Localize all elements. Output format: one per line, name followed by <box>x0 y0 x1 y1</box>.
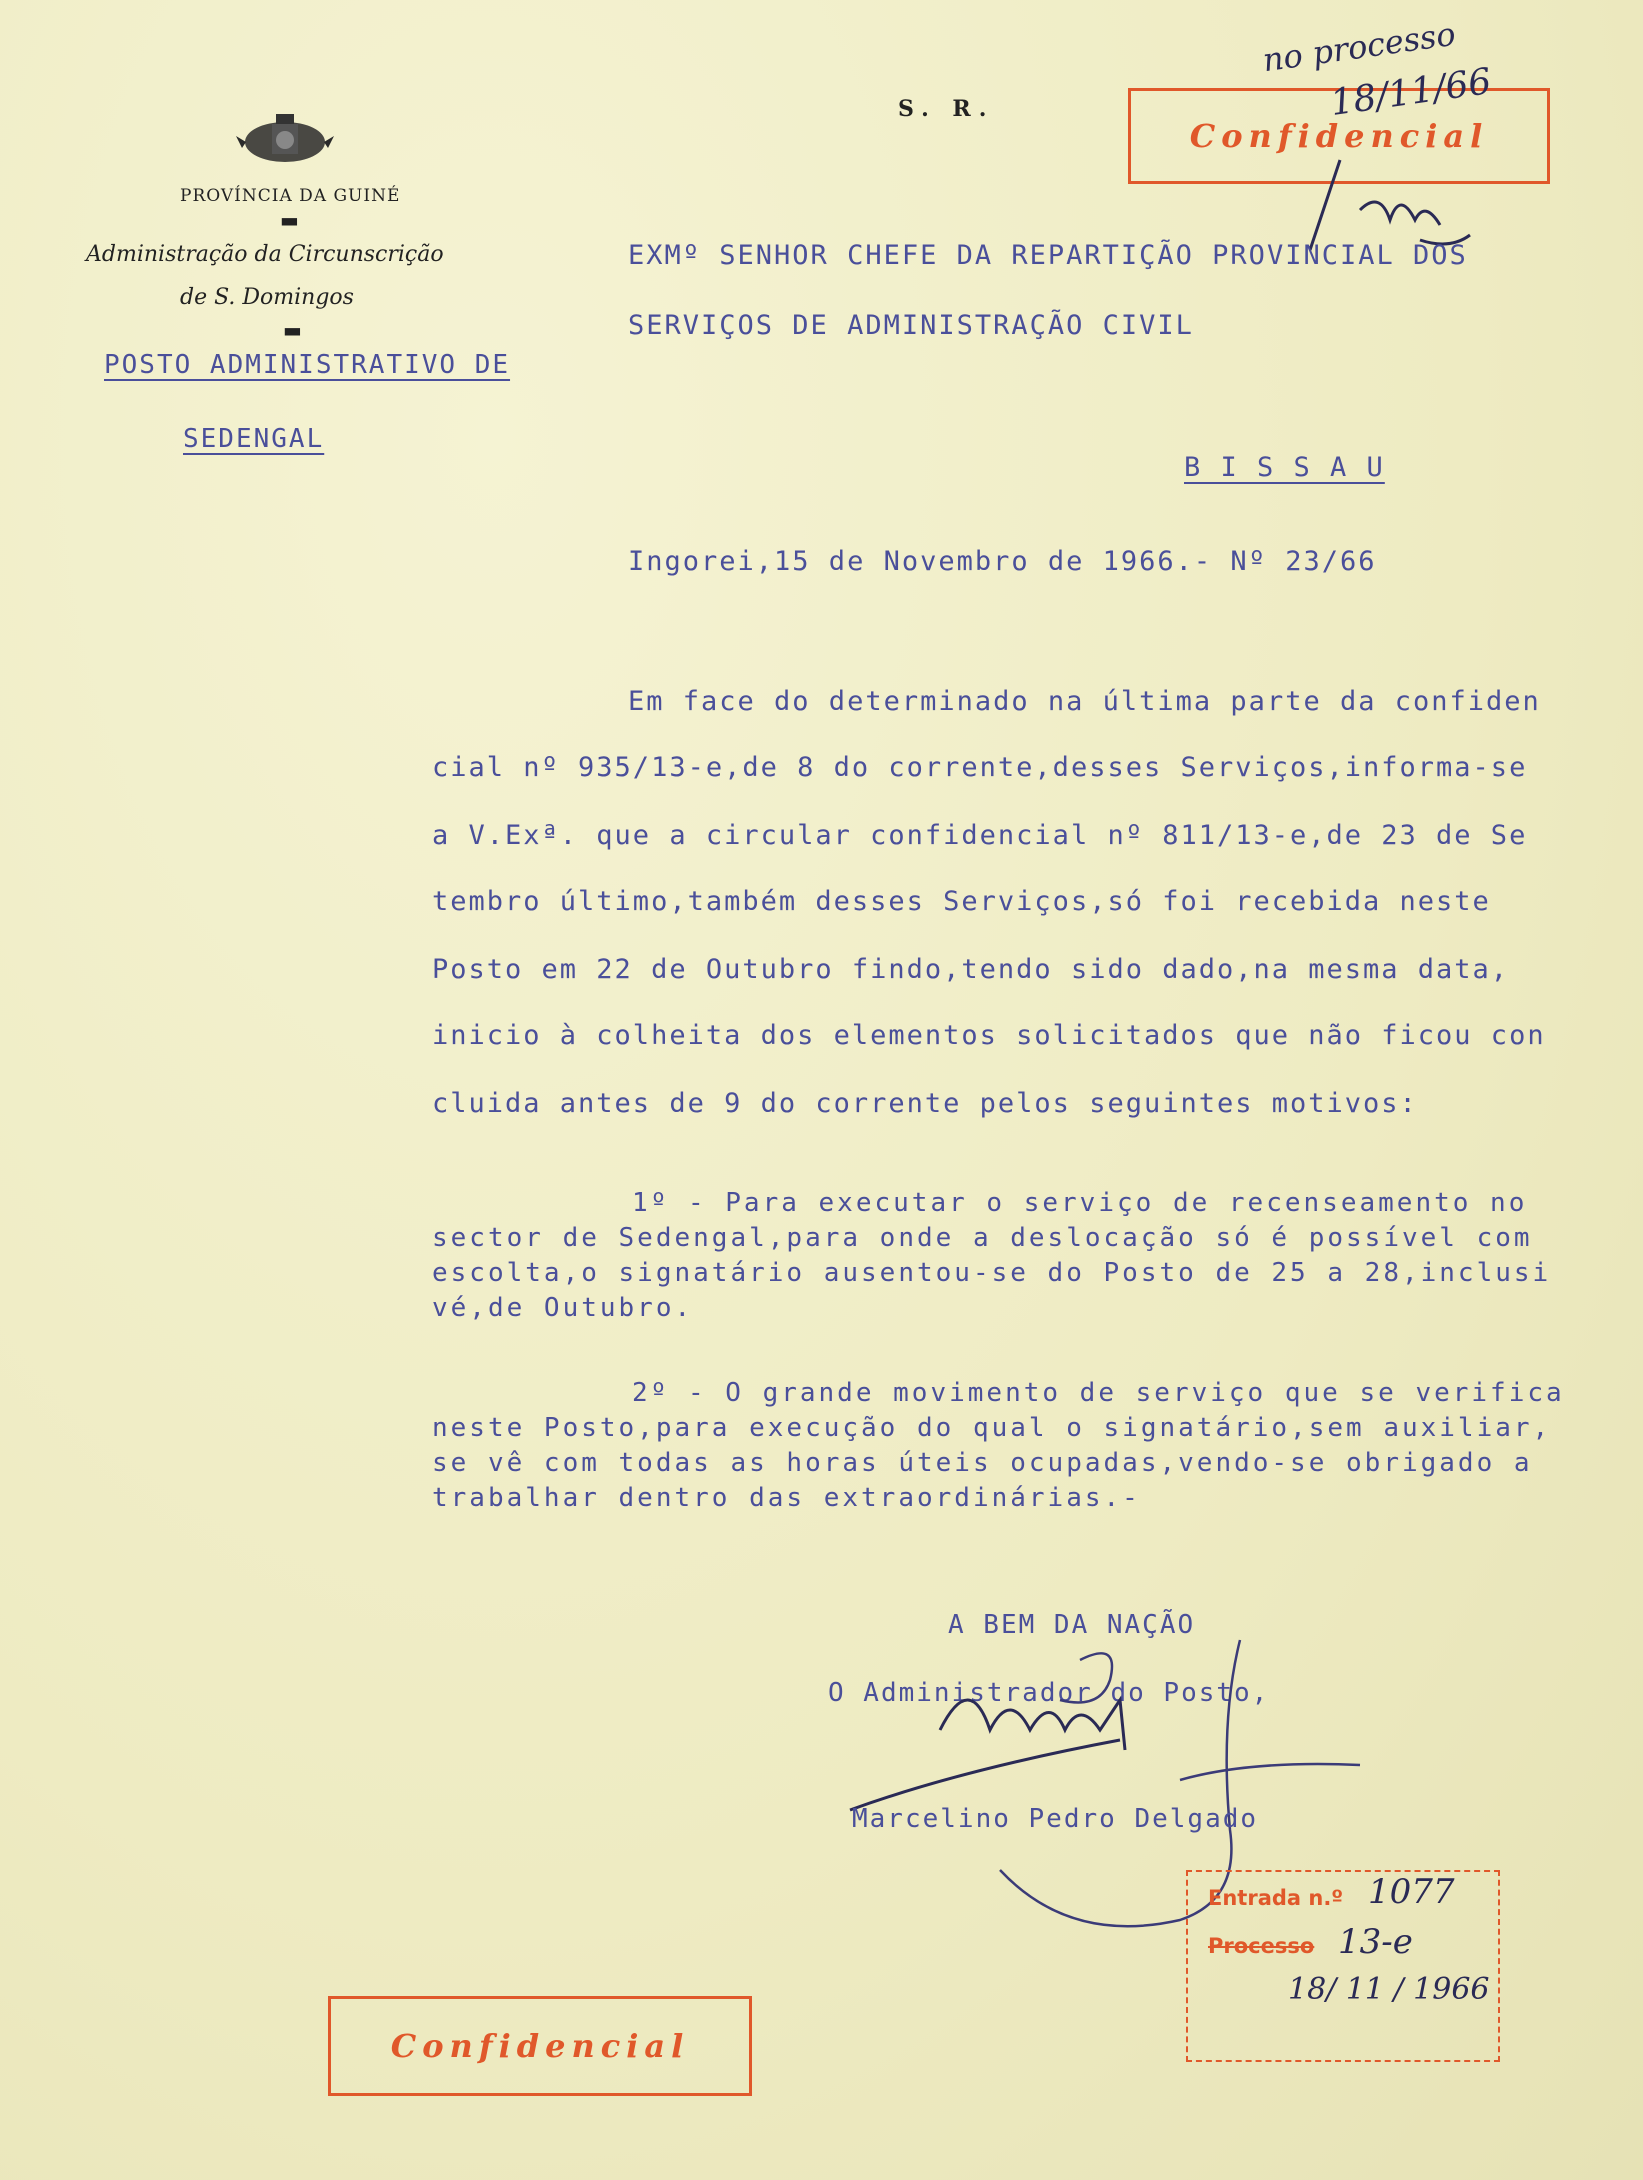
confidencial-stamp-top: Confidencial <box>1128 88 1550 184</box>
body-line: inicio à colheita dos elementos solicitados que não ficou con <box>432 1020 1546 1051</box>
body-line: 1º - Para executar o serviço de recenseamento no <box>632 1188 1528 1218</box>
admin-line-2: de S. Domingos <box>180 285 354 310</box>
sr-mark: S. R. <box>898 96 995 122</box>
posto-line-2: SEDENGAL <box>183 424 325 454</box>
signatory-name: Marcelino Pedro Delgado <box>852 1804 1259 1834</box>
entrada-value: 1077 <box>1368 1872 1455 1912</box>
admin-line-1: Administração da Circunscrição <box>86 242 444 267</box>
body-line: sector de Sedengal,para onde a deslocação só é possível com <box>432 1223 1533 1253</box>
processo-label: Processo <box>1208 1934 1315 1958</box>
body-line: Em face do determinado na última parte da confiden <box>628 686 1541 717</box>
body-line: tembro último,também desses Serviços,só foi recebida neste <box>432 886 1491 917</box>
body-line: trabalhar dentro das extraordinárias.- <box>432 1483 1141 1513</box>
divider: ▬ <box>283 318 302 342</box>
body-line: Posto em 22 de Outubro findo,tendo sido dado,na mesma data, <box>432 954 1510 985</box>
body-line: a V.Exª. que a circular confidencial nº 811/13-e,de 23 de Se <box>432 820 1528 851</box>
body-line: vé,de Outubro. <box>432 1293 694 1323</box>
divider: ▬ <box>280 208 299 232</box>
body-line: se vê com todas as horas úteis ocupadas,vendo-se obrigado a <box>432 1448 1533 1478</box>
entrada-stamp <box>1186 1870 1500 2062</box>
entrada-label: Entrada n.º <box>1208 1886 1344 1910</box>
addressee-city: B I S S A U <box>1184 452 1385 483</box>
handwritten-note-line-2: 18/11/66 <box>1327 60 1494 125</box>
coat-of-arms-icon <box>236 106 334 172</box>
handwritten-note-line-1: no processo <box>1260 14 1458 80</box>
confidencial-stamp-bottom: Confidencial <box>328 1996 752 2096</box>
closing-role: O Administrador do Posto, <box>828 1678 1270 1708</box>
body-line: escolta,o signatário ausentou-se do Posto de 25 a 28,inclusi <box>432 1258 1552 1288</box>
closing-motto: A BEM DA NAÇÃO <box>948 1610 1196 1640</box>
posto-line-1: POSTO ADMINISTRATIVO DE <box>104 350 511 380</box>
processo-value: 13-e <box>1338 1922 1413 1962</box>
body-line: cial nº 935/13-e,de 8 do corrente,desses Serviços,informa-se <box>432 752 1528 783</box>
addressee-line-2: SERVIÇOS DE ADMINISTRAÇÃO CIVIL <box>628 310 1194 341</box>
dateline: Ingorei,15 de Novembro de 1966.- Nº 23/66 <box>628 546 1377 577</box>
entrada-date: 18/ 11 / 1966 <box>1288 1972 1490 2007</box>
province-heading: PROVÍNCIA DA GUINÉ <box>180 186 401 206</box>
body-line: neste Posto,para execução do qual o signatário,sem auxiliar, <box>432 1413 1552 1443</box>
body-line: 2º - O grande movimento de serviço que se verifica <box>632 1378 1565 1408</box>
body-line: cluida antes de 9 do corrente pelos seguintes motivos: <box>432 1088 1418 1119</box>
addressee-line-1: EXMº SENHOR CHEFE DA REPARTIÇÃO PROVINCIAL DOS <box>628 240 1468 271</box>
